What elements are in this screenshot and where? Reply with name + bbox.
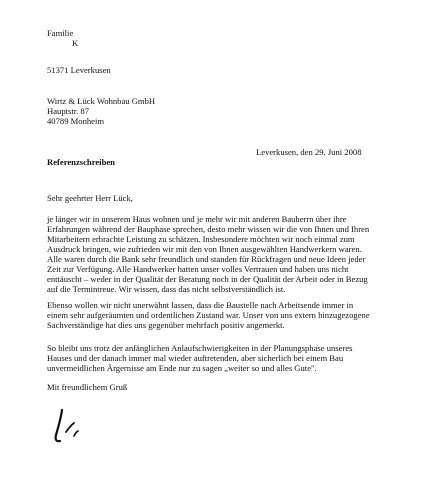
body-paragraph-3 xyxy=(47,343,352,373)
paragraph-line: Erfahrungen während der Bauphase sprechen, desto mehr wissen wir die von Ihnen und Ihren xyxy=(47,224,370,234)
sender-initial: K xyxy=(72,38,79,48)
paragraph-line: Ausdruck bringen, wie zufrieden wir mit den von Ihnen ausgewählten Handwerkern waren. xyxy=(47,244,362,254)
paragraph-line: auf die Termintreue. Wir wissen, dass das nicht selbstverständlich ist. xyxy=(47,284,286,294)
paragraph-line: Ebenso wollen wir nicht unerwähnt lassen, dass die Baustelle nach Arbeitsende immer in xyxy=(47,300,354,310)
body-paragraph-1 xyxy=(47,214,369,294)
recipient-city: 40789 Monheim xyxy=(47,116,105,126)
letter-subject: Referenzschreiben xyxy=(47,157,115,167)
recipient-address xyxy=(47,96,155,126)
recipient-company: Wirtz & Lück Wohnbau GmbH xyxy=(47,96,156,106)
paragraph-line: Alle waren durch die Bank sehr freundlich und standen für Rückfragen und neue Ideen jeder xyxy=(47,254,366,264)
paragraph-line: Hauses und der danach immer mal wieder auftretenden, aber sicherlich bei einem Bau xyxy=(47,353,344,363)
paragraph-line: Sachverständige hat dies uns gegenüber mehrfach positiv angemerkt. xyxy=(47,320,285,330)
salutation: Sehr geehrter Herr Lück, xyxy=(47,193,133,203)
paragraph-line: Mitarbeitern erbrachte Leistung zu schätzen. Insbesondere möchten wir noch einmal zum xyxy=(47,234,355,244)
recipient-street: Hauptstr. 87 xyxy=(47,106,90,116)
letter-date: Leverkusen, den 29. Juni 2008 xyxy=(256,147,362,157)
sender-city: 51371 Leverkusen xyxy=(47,65,111,75)
paragraph-line: unvermeidlichen Ärgernisse am Ende nur zu sagen „weiter so und alles Gute". xyxy=(47,363,317,373)
paragraph-line: enttäuscht – weder in der Qualität der Beratung noch in der Qualität der Arbeit oder in Bezug xyxy=(47,274,368,284)
sender-address xyxy=(47,28,111,75)
paragraph-line: So bleibt uns trotz der anfänglichen Anlaufschwierigkeiten in der Planungsphase unseres xyxy=(47,343,353,353)
sender-name: Familie xyxy=(47,28,74,38)
handwritten-signature xyxy=(52,404,102,448)
closing-phrase: Mit freundlichem Gruß xyxy=(47,382,128,392)
paragraph-line: Zeit zur Verfügung. Alle Handwerker hatten unser volles Vertrauen und haben uns nicht xyxy=(47,264,349,274)
body-paragraph-2 xyxy=(47,300,370,330)
paragraph-line: einem sehr aufgeräumten und ordentlichen Zustand war. Unser von uns extern hinzugezogene xyxy=(47,310,370,320)
paragraph-line: je länger wir in unserem Haus wohnen und je mehr wir mit anderen Bauherrn über ihre xyxy=(47,214,347,224)
